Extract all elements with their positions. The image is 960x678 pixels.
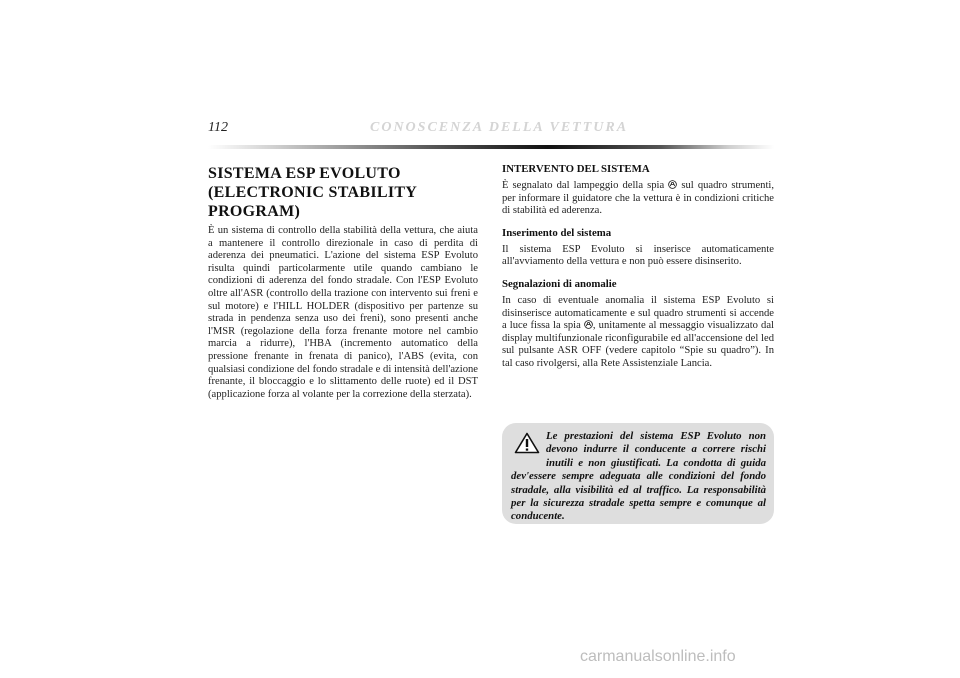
esp-description: È un sistema di controllo della stabilità della vettura, che aiuta a mantenere il controllo direzionale in caso di perdita di aderenza dei pneumatici. L'azione del sistema ESP Evoluto risulta quindi particolarmente utile quando cambiano le condizioni di aderenza del fondo stradale. Con l'ESP Evoluto oltre all'ASR (controllo della trazione con intervento sui freni e sul motore) e l'HILL HOLDER (dispositivo per partenze su strada in pendenza senza uso dei freni), sono presenti anche l'MSR (regolazione della forza frenante motore nel cambio marcia a ridurre), l'HBA (incremento automatico della pressione frenante in frenata di panico), l'ABS (evita, con qualsiasi condizione del fondo stradale e di intensità dell'azione frenante, il bloccaggio e lo slittamento delle ruote) ed il DST (applicazione forza al volante per la correzione della sterzata).	[208, 225, 478, 400]
right-column	[502, 163, 774, 380]
inserimento-text: Il sistema ESP Evoluto si inserisce automaticamente all'avviamento della vettura e non può essere disinserito.	[502, 243, 774, 268]
header-rule	[208, 145, 774, 149]
esp-title	[208, 164, 478, 221]
anomalie-section	[502, 278, 774, 371]
inserimento-section	[502, 227, 774, 269]
section-title: CONOSCENZA DELLA VETTURA	[370, 120, 629, 135]
intervento-heading: INTERVENTO DEL SISTEMA	[502, 163, 650, 175]
anomalie-heading: Segnalazioni di anomalie	[502, 277, 617, 290]
intervento-text-b: sul quadro strumenti, per informare il guidatore che la vettura è in condizioni critiche di stabilità ed aderenza.	[502, 180, 774, 217]
warning-box	[502, 423, 774, 524]
anomalie-text-b: , unitamente al messaggio visualizzato dal display multifunzionale riconfigurabile ed all'accensione del led sul pulsante ASR OFF (vedere capitolo “Spie su quadro”). In tal caso rivolgersi, alla Rete Assistenziale Lancia.	[502, 320, 774, 369]
inserimento-heading: Inserimento del sistema	[502, 226, 612, 239]
esp-title-line-3: PROGRAM)	[208, 203, 301, 220]
intervento-section	[502, 163, 774, 218]
esp-title-line-1: SISTEMA ESP EVOLUTO	[208, 165, 401, 182]
warning-text: Le prestazioni del sistema ESP Evoluto non devono indurre il conducente a correre rischi inutili e non giustificati. La condotta di guida dev'essere sempre adeguata alle condizioni del fondo stradale, alla visibilità ed al traffico. La responsabilità per la sicurezza stradale spetta sempre e comunque al conducente.	[511, 430, 766, 523]
esp-warning-light-icon	[668, 180, 677, 189]
anomalie-text-a: In caso di eventuale anomalia il sistema ESP Evoluto si disinserisce automaticamente e sul quadro strumenti si accende a luce fissa la spia	[502, 294, 774, 332]
esp-title-line-2: (ELECTRONIC STABILITY	[208, 184, 418, 201]
left-column	[208, 164, 478, 401]
esp-warning-light-icon	[584, 320, 593, 329]
intervento-text-a: È segnalato dal lampeggio della spia	[502, 180, 665, 191]
intervento-text	[502, 180, 774, 218]
anomalie-text	[502, 295, 774, 371]
watermark: carmanualsonline.info	[580, 648, 736, 665]
page-number: 112	[208, 120, 228, 135]
